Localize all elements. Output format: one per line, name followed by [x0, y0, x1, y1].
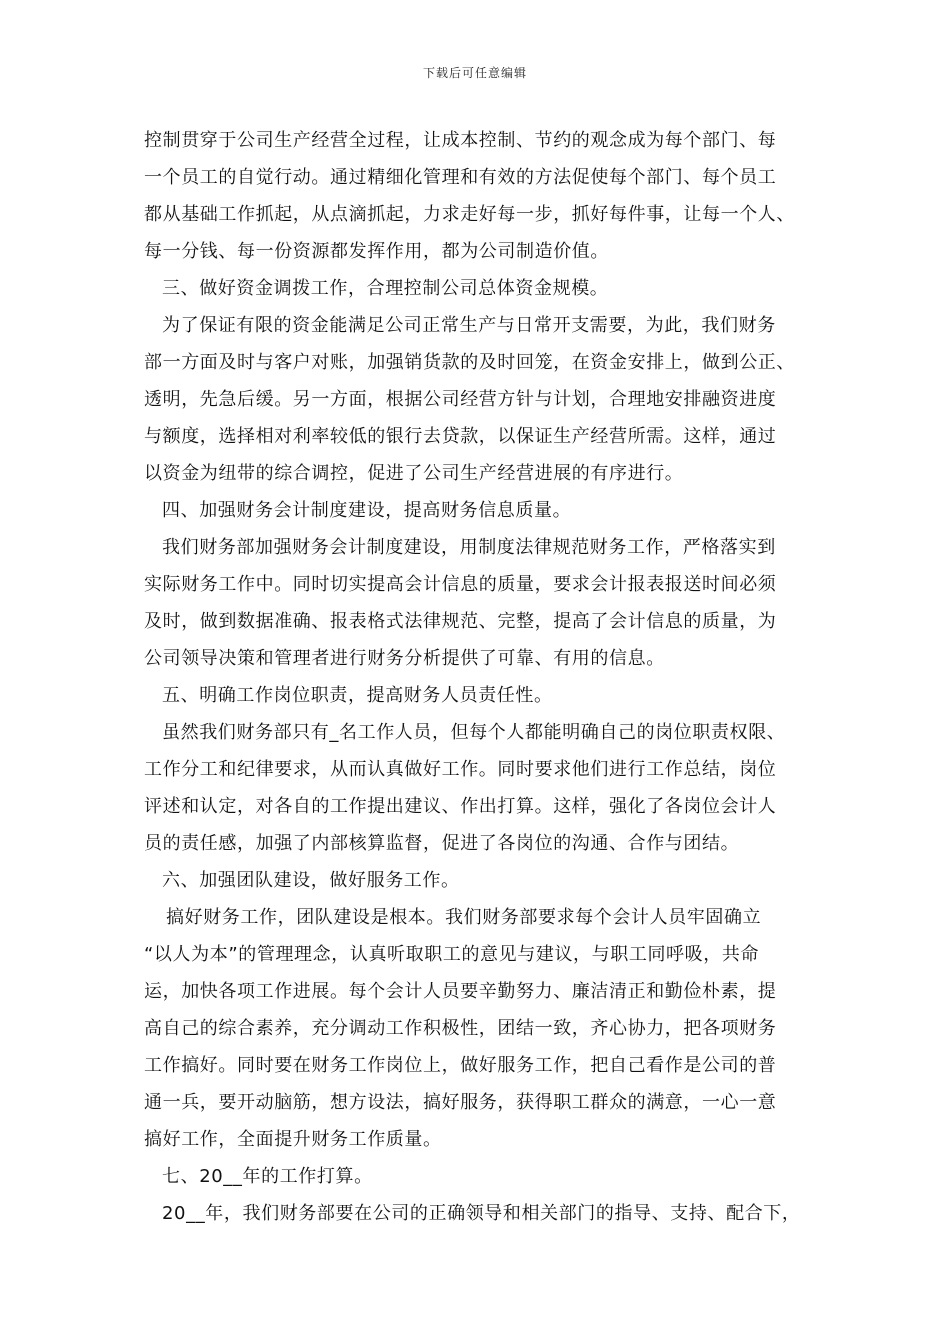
text-line: 工作分工和纪律要求，从而认真做好工作。同时要求他们进行工作总结，岗位 — [144, 759, 777, 780]
text-line: 及时，做到数据准确、报表格式法律规范、完整，提高了会计信息的质量，为 — [144, 611, 777, 632]
text-line: 员的责任感，加强了内部核算监督，促进了各岗位的沟通、合作与团结。 — [144, 833, 740, 854]
text-line: 搞好财务工作，团队建设是根本。我们财务部要求每个会计人员牢固确立 — [166, 907, 762, 928]
text-line: 透明，先急后缓。另一方面，根据公司经营方针与计划，合理地安排融资进度 — [144, 389, 777, 410]
text-line: 控制贯穿于公司生产经营全过程，让成本控制、节约的观念成为每个部门、每 — [144, 130, 777, 151]
text-line: 高自己的综合素养，充分调动工作积极性，团结一致，齐心协力，把各项财务 — [144, 1018, 777, 1039]
text-line: 部一方面及时与客户对账，加强销货款的及时回笼，在资金安排上，做到公正、 — [144, 352, 795, 373]
text-line: 工作搞好。同时要在财务工作岗位上，做好服务工作，把自己看作是公司的普 — [144, 1055, 777, 1076]
text-line: 每一分钱、每一份资源都发挥作用，都为公司制造价值。 — [144, 241, 609, 262]
document-body — [144, 122, 814, 1232]
text-line: 七、20__年的工作打算。 — [162, 1166, 373, 1187]
text-line: 运，加快各项工作进展。每个会计人员要辛勤努力、廉洁清正和勤俭朴素，提 — [144, 981, 777, 1002]
text-line: 评述和认定，对各自的工作提出建议、作出打算。这样，强化了各岗位会计人 — [144, 796, 777, 817]
text-line: 通一兵，要开动脑筋，想方设法，搞好服务，获得职工群众的满意，一心一意 — [144, 1092, 777, 1113]
text-line: 实际财务工作中。同时切实提高会计信息的质量，要求会计报表报送时间必须 — [144, 574, 777, 595]
text-line: 为了保证有限的资金能满足公司正常生产与日常开支需要，为此，我们财务 — [162, 315, 776, 336]
text-line: 搞好工作，全面提升财务工作质量。 — [144, 1129, 442, 1150]
text-line: 一个员工的自觉行动。通过精细化管理和有效的方法促使每个部门、每个员工 — [144, 167, 777, 188]
text-line: 都从基础工作抓起，从点滴抓起，力求走好每一步，抓好每件事，让每一个人、 — [144, 204, 795, 225]
text-line: 以资金为纽带的综合调控，促进了公司生产经营进展的有序进行。 — [144, 463, 684, 484]
text-line: 六、加强团队建设，做好服务工作。 — [162, 870, 460, 891]
header-note: 下载后可任意编辑 — [422, 66, 527, 80]
text-line: 我们财务部加强财务会计制度建设，用制度法律规范财务工作，严格落实到 — [162, 537, 776, 558]
text-line: 公司领导决策和管理者进行财务分析提供了可靠、有用的信息。 — [144, 648, 665, 669]
text-line: 与额度，选择相对利率较低的银行去贷款，以保证生产经营所需。这样，通过 — [144, 426, 777, 447]
text-line: 四、加强财务会计制度建设，提高财务信息质量。 — [162, 500, 572, 521]
text-line: 三、做好资金调拨工作，合理控制公司总体资金规模。 — [162, 278, 609, 299]
text-line: 五、明确工作岗位职责，提高财务人员责任性。 — [162, 685, 553, 706]
text-line: 20__年，我们财务部要在公司的正确领导和相关部门的指导、支持、配合下， — [162, 1203, 801, 1224]
text-line: “以人为本”的管理理念，认真听取职工的意见与建议，与职工同呼吸，共命 — [144, 944, 760, 965]
text-line: 虽然我们财务部只有_名工作人员，但每个人都能明确自己的岗位职责权限、 — [162, 722, 786, 743]
